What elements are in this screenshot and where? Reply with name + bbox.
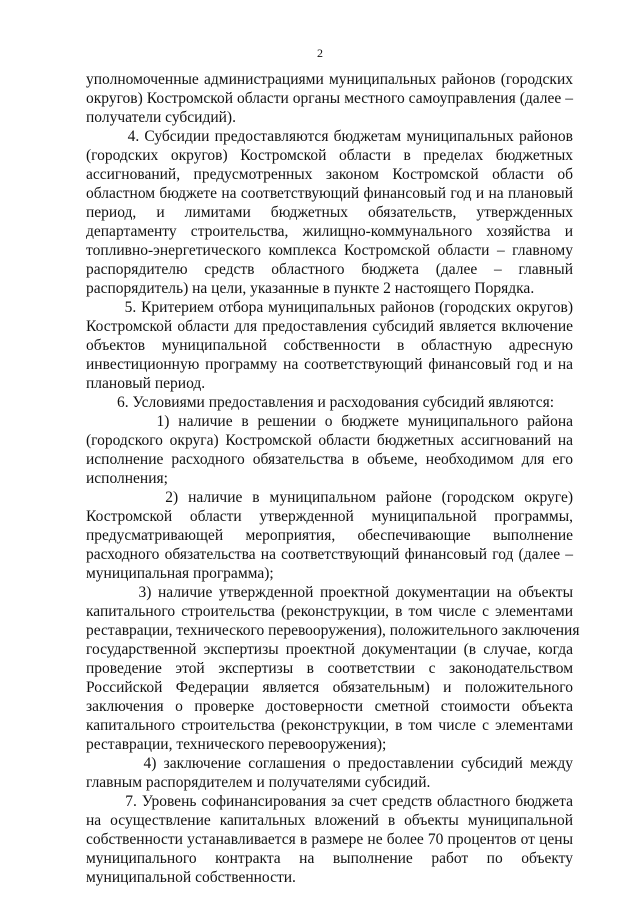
text-line: на осуществление капитальных вложений в объекты муниципальной bbox=[86, 812, 573, 829]
text-line: (городского округа) Костромской области бюджетных ассигнований на bbox=[86, 432, 573, 449]
text-line: уполномоченные администрациями муниципальных районов (городских bbox=[86, 71, 573, 88]
text-line: проведение этой экспертизы в соответствии с законодательством bbox=[86, 660, 573, 677]
paragraph-condition-4 bbox=[86, 754, 573, 792]
paragraph-item-4 bbox=[86, 127, 573, 298]
text-line: главным распорядителем и получателями субсидий. bbox=[86, 774, 431, 791]
text-line: получатели субсидий). bbox=[86, 109, 236, 126]
text-line: 2) наличие в муниципальном районе (городском округе) bbox=[86, 489, 573, 506]
paragraph-condition-1 bbox=[86, 412, 573, 488]
text-line: реставрации, технического перевооружения), положительного заключения bbox=[86, 622, 580, 639]
text-line: реставрации, технического перевооружения); bbox=[86, 736, 387, 753]
text-line: заключения о проверке достоверности сметной стоимости объекта bbox=[86, 698, 573, 715]
paragraph-item-7 bbox=[86, 792, 573, 887]
text-line: 4) заключение соглашения о предоставлении субсидий между bbox=[86, 755, 573, 772]
text-line: инвестиционную программу на соответствующий финансовый год и на bbox=[86, 356, 573, 373]
text-line: Костромской области для предоставления субсидий является включение bbox=[86, 318, 573, 335]
text-line: 4. Субсидии предоставляются бюджетам муниципальных районов bbox=[86, 128, 573, 145]
text-line: (городских округов) Костромской области в пределах бюджетных bbox=[86, 147, 573, 164]
paragraph-item-5 bbox=[86, 298, 573, 393]
text-line: 5. Критерием отбора муниципальных районов (городских округов) bbox=[86, 299, 573, 316]
text-line: капитального строительства (реконструкции, в том числе с элементами bbox=[86, 717, 573, 734]
paragraph-continuation bbox=[86, 70, 573, 127]
paragraph-item-6 bbox=[86, 393, 573, 412]
text-line: плановый период. bbox=[86, 375, 206, 392]
text-line: департаменту строительства, жилищно-коммунального хозяйства и bbox=[86, 223, 573, 240]
text-line: 3) наличие утвержденной проектной документации на объекты bbox=[86, 584, 573, 601]
text-line: Российской Федерации является обязательным) и положительного bbox=[86, 679, 573, 696]
text-line: ассигнований, предусмотренных законом Костромской области об bbox=[86, 166, 573, 183]
text-line: топливно-энергетического комплекса Костромской области – главному bbox=[86, 242, 573, 259]
text-line: распорядитель) на цели, указанные в пункте 2 настоящего Порядка. bbox=[86, 280, 535, 297]
text-line: предусматривающей мероприятия, обеспечивающие выполнение bbox=[86, 527, 573, 544]
document-body bbox=[86, 70, 580, 887]
text-line: исполнение расходного обязательства в объеме, необходимом для его bbox=[86, 451, 573, 468]
text-line: муниципальная программа); bbox=[86, 565, 274, 582]
text-line: округов) Костромской области органы местного самоуправления (далее – bbox=[86, 90, 573, 107]
text-line: собственности устанавливается в размере не более 70 процентов от цены bbox=[86, 831, 573, 848]
text-line: распорядителю средств областного бюджета (далее – главный bbox=[86, 261, 573, 278]
text-line: муниципальной собственности. bbox=[86, 869, 296, 886]
text-line: капитального строительства (реконструкции, в том числе с элементами bbox=[86, 603, 573, 620]
text-line: период, и лимитами бюджетных обязательств, утвержденных bbox=[86, 204, 573, 221]
text-line: 6. Условиями предоставления и расходования субсидий являются: bbox=[86, 394, 555, 411]
page-number: 2 bbox=[317, 46, 323, 60]
text-line: расходного обязательства на соответствующий финансовый год (далее – bbox=[86, 546, 573, 563]
text-line: 7. Уровень софинансирования за счет средств областного бюджета bbox=[86, 793, 573, 810]
text-line: Костромской области утвержденной муниципальной программы, bbox=[86, 508, 573, 525]
text-line: муниципального контракта на выполнение работ по объекту bbox=[86, 850, 573, 867]
text-line: государственной экспертизы проектной документации (в случае, когда bbox=[86, 641, 573, 658]
text-line: 1) наличие в решении о бюджете муниципального района bbox=[86, 413, 573, 430]
text-line: исполнения; bbox=[86, 470, 168, 487]
paragraph-condition-3 bbox=[86, 583, 580, 754]
paragraph-condition-2 bbox=[86, 488, 573, 583]
text-line: областном бюджете на соответствующий финансовый год и на плановый bbox=[86, 185, 573, 202]
text-line: объектов муниципальной собственности в областную адресную bbox=[86, 337, 573, 354]
